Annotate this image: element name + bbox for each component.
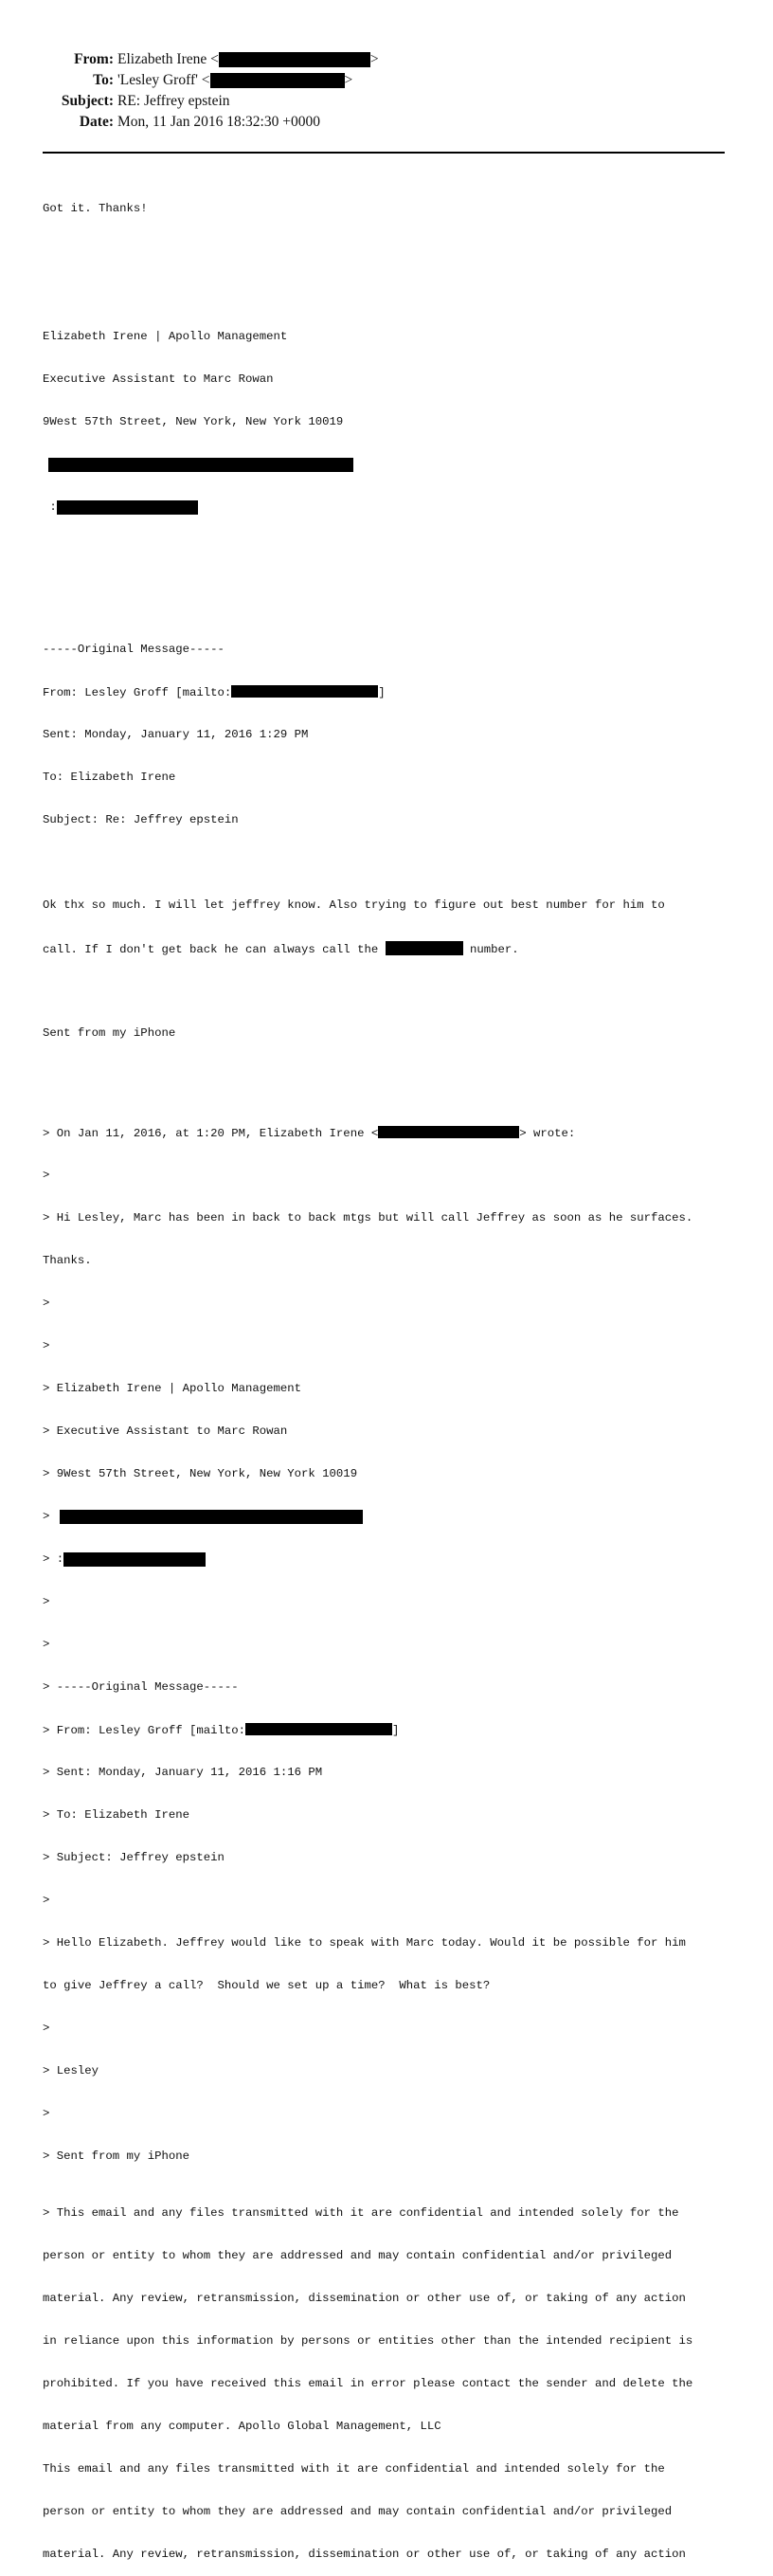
quoted-original-divider: > -----Original Message----- <box>43 1680 239 1694</box>
original-body-line: Ok thx so much. I will let jeffrey know. Also trying to figure out best number for him to <box>43 898 665 912</box>
redaction-box <box>219 52 370 67</box>
quoted-signature-title: > Executive Assistant to Marc Rowan <box>43 1424 288 1438</box>
email-body: Got it. Thanks! Elizabeth Irene | Apollo Management Executive Assistant to Marc Rowan 9West 57th Street, New York, New York 10019 : -----Original Message----- From: Lesley Groff [mailto: ] Sent: Monday, January 11, 2016 1:29 PM To: Elizabeth Irene Subject: Re: Jeffrey epstein Ok thx so much. I will let jeffrey know. Also trying to figure out best number for him to call. If I don't get back he can always call the number. Sent from my iPhone > On Jan 11, 2016, at 1:20 PM, Elizabeth Irene < > wrote: > > Hi Lesley, Marc has been in back to back mtgs but will call Jeffrey as soon as he surfaces. Thanks. > > > Elizabeth Irene | Apollo Management > Executive Assistant to Marc Rowan > 9West 57th Street, New York, New York 10019 > > : > > > -----Original Message----- > From: Lesley Groff [mailto: ] > Sent: Monday, January 11, 2016 1:16 PM > To: Elizabeth Irene > Subject: Jeffrey epstein > > Hello Elizabeth. Jeffrey would like to speak with Marc today. Would it be possible for him to give Jeffrey a call? Should we set up a time? What is best? > > Lesley > > Sent from my iPhone > This email and any files transmitted with it are confidential and intended solely for the person or entity to whom they are addressed and may contain confidential and/or privileged material. Any review, retransmission, dissemination or other use of, or taking of any action in reliance upon this information by persons or entities other than the intended recipient is prohibited. If you have received this email in error please contact the sender and delete the material from any computer. Apollo Global Management, LLC This email and any files transmitted with it are confidential and intended solely for the person or entity to whom they are addressed and may contain confidential and/or privileged material. Any review, retransmission, dissemination or other use of, or taking of any action <box>43 173 734 2576</box>
subject-label: Subject: <box>61 93 114 109</box>
disclaimer-line: in reliance upon this information by persons or entities other than the intended recipient is <box>43 2334 693 2348</box>
redaction-box <box>378 1126 519 1138</box>
redaction-box <box>63 1552 206 1567</box>
from-label: From: <box>74 51 114 67</box>
quoted-signature-name: > Elizabeth Irene | Apollo Management <box>43 1382 302 1395</box>
quoted-from: > From: Lesley Groff [mailto: ] <box>43 1724 400 1737</box>
quoted-hello-line: > Hello Elizabeth. Jeffrey would like to speak with Marc today. Would it be possible for him <box>43 1936 686 1950</box>
sent-from-iphone: Sent from my iPhone <box>43 1026 176 1040</box>
to-value: 'Lesley Groff' < > <box>117 72 353 88</box>
redaction-box <box>245 1723 392 1735</box>
to-row <box>0 70 663 91</box>
signature-name: Elizabeth Irene | Apollo Management <box>43 330 288 343</box>
subject-row <box>0 91 663 112</box>
reply-text: Got it. Thanks! <box>43 202 148 215</box>
quoted-sent: > Sent: Monday, January 11, 2016 1:16 PM <box>43 1766 323 1779</box>
redaction-box <box>386 941 463 955</box>
original-to: To: Elizabeth Irene <box>43 771 176 784</box>
quoted-message-line: > Hi Lesley, Marc has been in back to back mtgs but will call Jeffrey as soon as he surfaces. <box>43 1211 693 1225</box>
quoted-hello-line: to give Jeffrey a call? Should we set up a time? What is best? <box>43 1979 491 1992</box>
redaction-box <box>210 73 345 88</box>
disclaimer-line: person or entity to whom they are addressed and may contain confidential and/or privileged <box>43 2249 673 2262</box>
disclaimer-line: person or entity to whom they are addressed and may contain confidential and/or privileged <box>43 2505 673 2518</box>
disclaimer-line: > This email and any files transmitted with it are confidential and intended solely for the <box>43 2206 679 2220</box>
date-label: Date: <box>79 114 114 130</box>
quoted-lesley: > Lesley <box>43 2064 99 2077</box>
date-row <box>0 112 663 133</box>
original-body-line: call. If I don't get back he can always call the number. <box>43 943 519 956</box>
original-divider: -----Original Message----- <box>43 643 225 656</box>
quoted-subject: > Subject: Jeffrey epstein <box>43 1851 225 1864</box>
original-from: From: Lesley Groff [mailto: ] <box>43 686 386 699</box>
original-subject: Subject: Re: Jeffrey epstein <box>43 813 239 826</box>
redaction-box <box>48 458 353 472</box>
redaction-box <box>231 685 378 698</box>
redaction-box <box>57 500 198 515</box>
from-row <box>0 49 663 70</box>
disclaimer-line: prohibited. If you have received this email in error please contact the sender and delete the <box>43 2377 693 2390</box>
disclaimer-line: material from any computer. Apollo Global Management, LLC <box>43 2420 441 2433</box>
email-header <box>0 49 663 133</box>
quoted-to: > To: Elizabeth Irene <box>43 1808 189 1822</box>
disclaimer-line: material. Any review, retransmission, dissemination or other use of, or taking of any action <box>43 2292 686 2305</box>
date-value: Mon, 11 Jan 2016 18:32:30 +0000 <box>117 114 320 130</box>
quoted-on-line: > On Jan 11, 2016, at 1:20 PM, Elizabeth Irene < > wrote: <box>43 1127 576 1140</box>
from-value: Elizabeth Irene < > <box>117 51 379 67</box>
quoted-signature-address: > 9West 57th Street, New York, New York 10019 <box>43 1467 358 1480</box>
disclaimer-line: material. Any review, retransmission, dissemination or other use of, or taking of any action <box>43 2548 686 2561</box>
quoted-sent-from-iphone: > Sent from my iPhone <box>43 2150 189 2163</box>
original-sent: Sent: Monday, January 11, 2016 1:29 PM <box>43 728 309 741</box>
subject-value: RE: Jeffrey epstein <box>117 93 230 109</box>
disclaimer-line: This email and any files transmitted with it are confidential and intended solely for the <box>43 2462 665 2476</box>
to-label: To: <box>93 72 114 88</box>
header-divider <box>43 152 725 154</box>
redaction-box <box>60 1510 363 1524</box>
signature-title: Executive Assistant to Marc Rowan <box>43 372 274 386</box>
signature-address: 9West 57th Street, New York, New York 10019 <box>43 415 344 428</box>
quoted-message-line: Thanks. <box>43 1254 92 1267</box>
